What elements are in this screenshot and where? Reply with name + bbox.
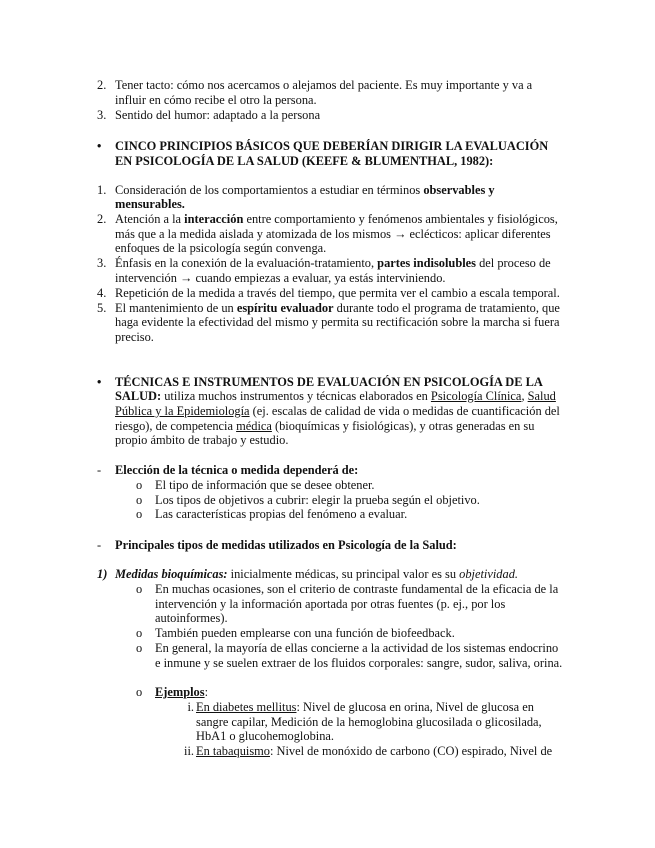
principle-text: enfoques de la psicología según convenga. — [115, 241, 327, 255]
list-item-text: influir en cómo recibe el otro la persona. — [115, 93, 317, 107]
list-number: 5. — [97, 301, 107, 315]
principle-text: mensurables. — [115, 197, 185, 211]
example-text: En tabaquismo: Nivel de monóxido de carbono (CO) espirado, Nivel de — [196, 744, 553, 758]
list-item-text: Sentido del humor: adaptado a la persona — [115, 108, 321, 122]
list-item-text: También pueden emplearse con una función de biofeedback. — [155, 626, 455, 640]
example-text: En diabetes mellitus: Nivel de glucosa en orina, Nivel de glucosa en — [196, 700, 534, 714]
list-number: 1) — [97, 567, 108, 581]
list-item-text: Los tipos de objetivos a cubrir: elegir la prueba según el objetivo. — [155, 493, 480, 507]
principle-text: Consideración de los comportamientos a estudiar en términos observables y — [115, 183, 495, 197]
section-text: Pública y la Epidemiología (ej. escalas de calidad de vida o medidas de cuantificación del — [115, 404, 560, 418]
sub-bullet-icon: o — [136, 507, 143, 521]
section-text: SALUD: utiliza muchos instrumentos y técnicas elaborados en Psicología Clínica, Salud — [115, 389, 556, 403]
list-item-text: Tener tacto: cómo nos acercamos o alejamos del paciente. Es muy importante y va a — [115, 78, 533, 92]
section-heading: CINCO PRINCIPIOS BÁSICOS QUE DEBERÍAN DIRIGIR LA EVALUACIÓN — [115, 139, 549, 153]
list-item-text: autoinformes). — [155, 611, 228, 625]
roman-numeral: ii. — [184, 744, 194, 758]
list-number: 2. — [97, 212, 107, 226]
list-item-text: e inmune y se suelen extraer de los fluidos corporales: sangre, sudor, saliva, orina. — [155, 656, 563, 670]
subheading: Principales tipos de medidas utilizados en Psicología de la Salud: — [115, 538, 457, 552]
list-number: 1. — [97, 183, 107, 197]
subheading: Elección de la técnica o medida dependerá de: — [115, 463, 359, 477]
principle-text: haga evidente la efectividad del mismo y permita su rectificación sobre la marcha si fuera — [115, 315, 560, 329]
arrow-icon: → — [394, 227, 407, 241]
roman-numeral: i. — [187, 700, 194, 714]
list-number: 2. — [97, 78, 107, 92]
list-item-text: En general, la mayoría de ellas concierne a la actividad de los sistemas endocrino — [155, 641, 559, 655]
section-heading: EN PSICOLOGÍA DE LA SALUD (KEEFE & BLUMENTHAL, 1982): — [115, 154, 494, 168]
list-item-text: Las características propias del fenómeno a evaluar. — [155, 507, 408, 521]
principle-text: Énfasis en la conexión de la evaluación-tratamiento, partes indisolubles del proceso de — [115, 256, 551, 270]
sub-bullet-icon: o — [136, 478, 143, 492]
bullet-icon: • — [97, 375, 102, 389]
example-text: HbA1 o glucohemoglobina. — [196, 729, 334, 743]
sub-bullet-icon: o — [136, 493, 143, 507]
principle-text: preciso. — [115, 330, 154, 344]
arrow-icon: → — [180, 271, 193, 285]
principle-text: intervención → cuando empiezas a evaluar, ya estás interviniendo. — [115, 271, 446, 285]
sub-bullet-icon: o — [136, 641, 143, 655]
bullet-icon: • — [97, 139, 102, 153]
list-number: 3. — [97, 108, 107, 122]
section-text: riesgo), de competencia médica (bioquímicas y fisiológicas), y otras generadas en su — [115, 419, 535, 433]
list-number: 3. — [97, 256, 107, 270]
sub-bullet-icon: o — [136, 582, 143, 596]
dash-marker: - — [97, 538, 102, 552]
sub-bullet-icon: o — [136, 685, 143, 699]
dash-marker: - — [97, 463, 102, 477]
principle-text: Atención a la interacción entre comportamiento y fenómenos ambientales y fisiológicos, — [115, 212, 558, 226]
list-number: 4. — [97, 286, 107, 300]
principle-text: más que a la medida aislada y atomizada de los mismos → eclécticos: aplicar diferentes — [115, 227, 551, 241]
principle-text: Repetición de la medida a través del tiempo, que permita ver el cambio a escala temporal. — [115, 286, 560, 300]
examples-heading: Ejemplos: — [155, 685, 209, 699]
principle-text: El mantenimiento de un espíritu evaluador durante todo el programa de tratamiento, que — [115, 301, 560, 315]
section-heading: TÉCNICAS E INSTRUMENTOS DE EVALUACIÓN EN PSICOLOGÍA DE LA — [115, 375, 543, 389]
list-item-text: El tipo de información que se desee obtener. — [155, 478, 375, 492]
example-text: sangre capilar, Medición de la hemoglobina glucosilada o glicosilada, — [196, 715, 542, 729]
list-item-text: En muchas ocasiones, son el criterio de contraste fundamental de la eficacia de la — [155, 582, 559, 596]
sub-bullet-icon: o — [136, 626, 143, 640]
section-text: propio ámbito de trabajo y estudio. — [115, 433, 289, 447]
list-item-text: intervención y la información aportada por otras fuentes (p. ej., por los — [155, 597, 506, 611]
measure-title: Medidas bioquímicas: inicialmente médicas, su principal valor es su objetividad. — [115, 567, 518, 581]
